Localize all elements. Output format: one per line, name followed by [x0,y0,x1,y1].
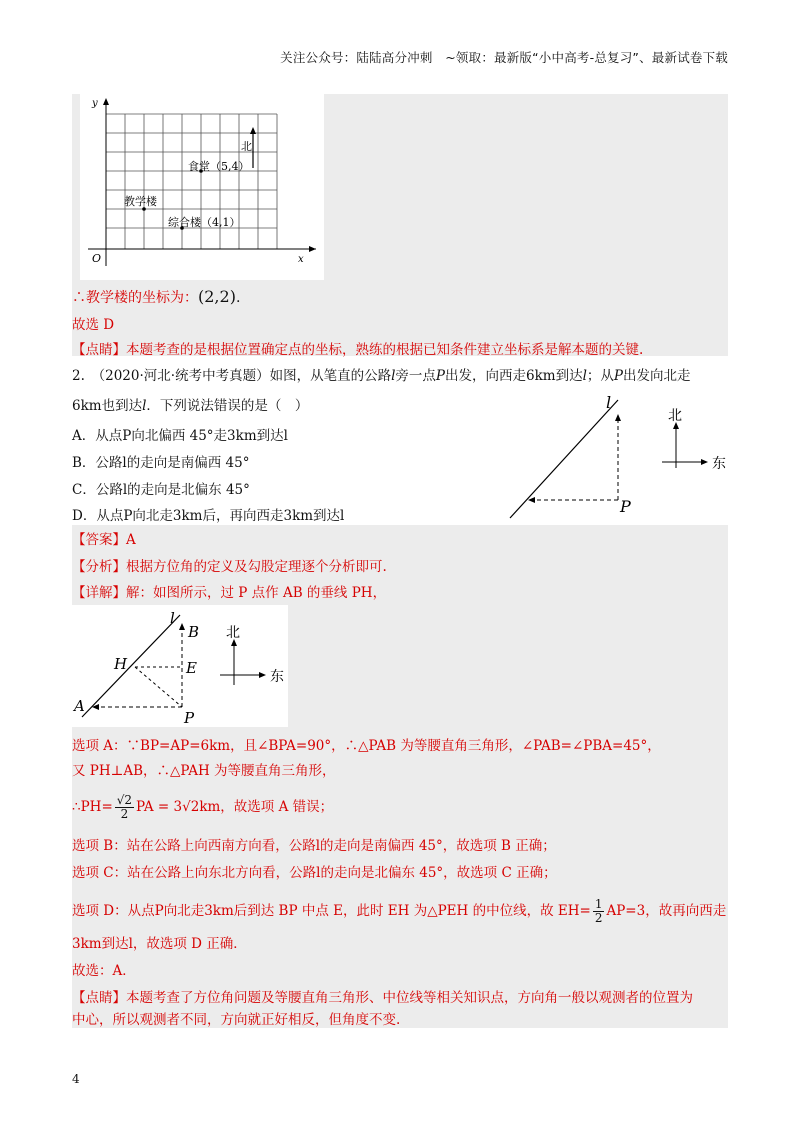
label-e: E [186,659,197,677]
detail-line: 【详解】解：如图所示，过 P 点作 AB 的垂线 PH， [72,585,387,601]
solution-a-line-2: 又 PH⊥AB，∴△PAH 为等腰直角三角形， [72,763,336,779]
x-axis-label: x [298,254,304,265]
compass-north: 北 [226,625,240,641]
page-number: 4 [72,1072,80,1086]
origin-label: O [92,252,102,265]
fraction-one-half: $\frac{1}{2}$ [594,897,603,925]
solution-a-line-3: ∴PH= $\frac{√2}{2}$ PA = 3√2km，故选项 A 错误； [72,793,334,821]
answer-line: 【答案】A [72,532,136,548]
label-p: P [184,709,195,727]
complex-building-label: 综合楼（4,1） [168,216,241,229]
prev-choice: 故选 D [72,317,115,333]
label-p: P [620,497,631,516]
question-diagram [500,392,736,526]
solution-diagram-svg [72,605,288,727]
teaching-building-label: 教学楼 [124,195,157,208]
solution-dianjing-1: 【点睛】本题考查了方位角问题及等腰直角三角形、中位线等相关知识点，方向角一般以观测者的位置为 [72,990,693,1006]
fraction-sqrt2-over-2: $\frac{√2}{2}$ [116,793,133,821]
compass-north: 北 [668,408,682,424]
segment-ph [135,667,182,707]
solution-c-line: 选项 C：站在公路上向东北方向看，公路l的走向是北偏东 45°，故选项 C 正确； [72,865,557,881]
solution-d-line-2: 3km到达l，故选项 D 正确． [72,936,247,952]
question-diagram-svg [500,392,736,526]
canteen-label: 食堂（5,4） [188,160,250,173]
question-2-line-2: 6km也到达l．下列说法错误的是（ ） [72,398,309,414]
option-a: A．从点P向北偏西 45°走3km到达l [72,428,288,444]
option-d: D．从点P向北走3km后，再向西走3km到达l [72,508,345,524]
y-axis-label: y [92,98,98,109]
label-l: l [606,393,612,412]
north-label: 北 [241,140,252,153]
label-a: A [74,697,85,715]
compass-east: 东 [712,456,726,472]
solution-diagram [72,605,288,727]
solution-choice: 故选：A． [72,963,136,979]
page-header: 关注公众号：陆陆高分冲刺 ~领取：最新版“小中高考-总复习”、最新试卷下载 [280,50,728,65]
question-2-line-1: 2. （2020·河北·统考中考真题）如图，从笔直的公路l旁一点P出发，向西走6km到达l；从P出发向北走 [72,368,691,384]
label-b: B [188,623,200,641]
solution-d-line-1: 选项 D：从点P向北走3km后到达 BP 中点 E，此时 EH 为△PEH 的中位线，故 EH= $\frac{1}{2}$ AP=3，故再向西走 [72,897,727,925]
compass-east: 东 [270,669,284,685]
coordinate-grid-svg [80,94,324,280]
solution-a-line-1: 选项 A：∵BP=AP=6km，且∠BPA=90°，∴△PAB 为等腰直角三角形，∠PAB=∠PBA=45°， [72,738,661,754]
coordinate-grid-figure [80,94,324,280]
solution-dianjing-2: 中心，所以观测者不同，方向就正好相反，但角度不变. [72,1012,401,1028]
analysis-line: 【分析】根据方位角的定义及勾股定理逐个分析即可. [72,559,387,575]
prev-dianjing: 【点睛】本题考查的是根据位置确定点的坐标，熟练的根据已知条件建立坐标系是解本题的关键. [72,342,644,358]
road-line-l [82,615,180,717]
solution-b-line: 选项 B：站在公路上向西南方向看，公路l的走向是南偏西 45°，故选项 B 正确； [72,838,556,854]
prev-coordinate-line: ∴教学楼的坐标为：(2,2). [72,287,241,306]
option-b: B．公路l的走向是南偏西 45° [72,455,250,471]
option-c: C．公路l的走向是北偏东 45° [72,482,250,498]
label-h: H [114,655,128,673]
label-l: l [170,609,175,627]
